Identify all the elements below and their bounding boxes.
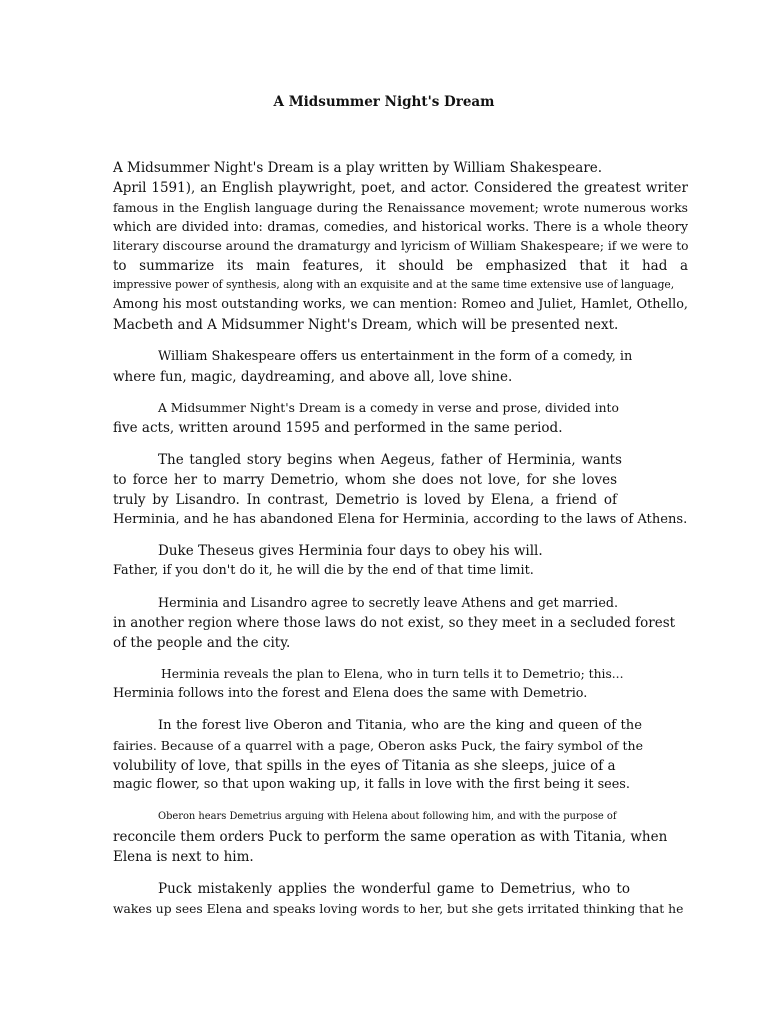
document-title: A Midsummer Night's Dream (273, 94, 495, 110)
text-line: of the people and the city. (113, 635, 291, 651)
text-line: volubility of love, that spills in the eyes of Titania as she sleeps, juice of a (113, 758, 616, 774)
text-line: impressive power of synthesis, along with an exquisite and at the same time extensive use of language, (113, 278, 675, 291)
text-line: In the forest live Oberon and Titania, who are the king and queen of the (158, 718, 642, 733)
text-line: literary discourse around the dramaturgy and lyricism of William Shakespeare; if we were to (113, 239, 689, 253)
text-line: William Shakespeare offers us entertainment in the form of a comedy, in (158, 349, 633, 364)
text-line: which are divided into: dramas, comedies, and historical works. There is a whole theory (113, 219, 688, 234)
text-line: The tangled story begins when Aegeus, father of Herminia, wants (158, 452, 622, 468)
text-line: Herminia and Lisandro agree to secretly leave Athens and get married. (158, 595, 619, 610)
text-line: Herminia follows into the forest and Elena does the same with Demetrio. (113, 686, 588, 701)
text-line: where fun, magic, daydreaming, and above all, love shine. (113, 369, 513, 385)
text-line: Oberon hears Demetrius arguing with Helena about following him, and with the purpose of (158, 811, 617, 822)
text-line: Father, if you don't do it, he will die by the end of that time limit. (113, 563, 534, 578)
text-line: magic flower, so that upon waking up, it falls in love with the first being it sees. (113, 777, 630, 792)
text-line: Herminia, and he has abandoned Elena for Herminia, according to the laws of Athens. (113, 512, 688, 527)
text-line: Puck mistakenly applies the wonderful game to Demetrius, who to (158, 881, 630, 897)
text-line: to summarize its main features, it should be emphasized that it had a (113, 258, 688, 274)
text-line: Macbeth and A Midsummer Night's Dream, which will be presented next. (113, 317, 619, 333)
text-line: to force her to marry Demetrio, whom she does not love, for she loves (113, 472, 617, 488)
text-line: A Midsummer Night's Dream is a play written by William Shakespeare. (113, 160, 603, 176)
text-line: Among his most outstanding works, we can mention: Romeo and Juliet, Hamlet, Othello, (113, 297, 688, 312)
text-line: Duke Theseus gives Herminia four days to obey his will. (158, 543, 543, 559)
text-line: A Midsummer Night's Dream is a comedy in verse and prose, divided into (158, 401, 619, 415)
text-line: Herminia reveals the plan to Elena, who in turn tells it to Demetrio; this... (161, 667, 624, 681)
text-line: in another region where those laws do not exist, so they meet in a secluded forest (113, 615, 676, 631)
text-line: famous in the English language during the Renaissance movement; wrote numerous works (113, 201, 688, 215)
text-line: April 1591), an English playwright, poet, and actor. Considered the greatest writer (113, 180, 688, 196)
text-line: truly by Lisandro. In contrast, Demetrio is loved by Elena, a friend of (113, 492, 617, 508)
text-line: five acts, written around 1595 and performed in the same period. (113, 420, 563, 436)
text-line: wakes up sees Elena and speaks loving words to her, but she gets irritated thinking that he (113, 902, 684, 916)
text-line: fairies. Because of a quarrel with a page, Oberon asks Puck, the fairy symbol of the (113, 738, 643, 753)
text-line: reconcile them orders Puck to perform the same operation as with Titania, when (113, 829, 668, 845)
text-line: Elena is next to him. (113, 849, 254, 865)
